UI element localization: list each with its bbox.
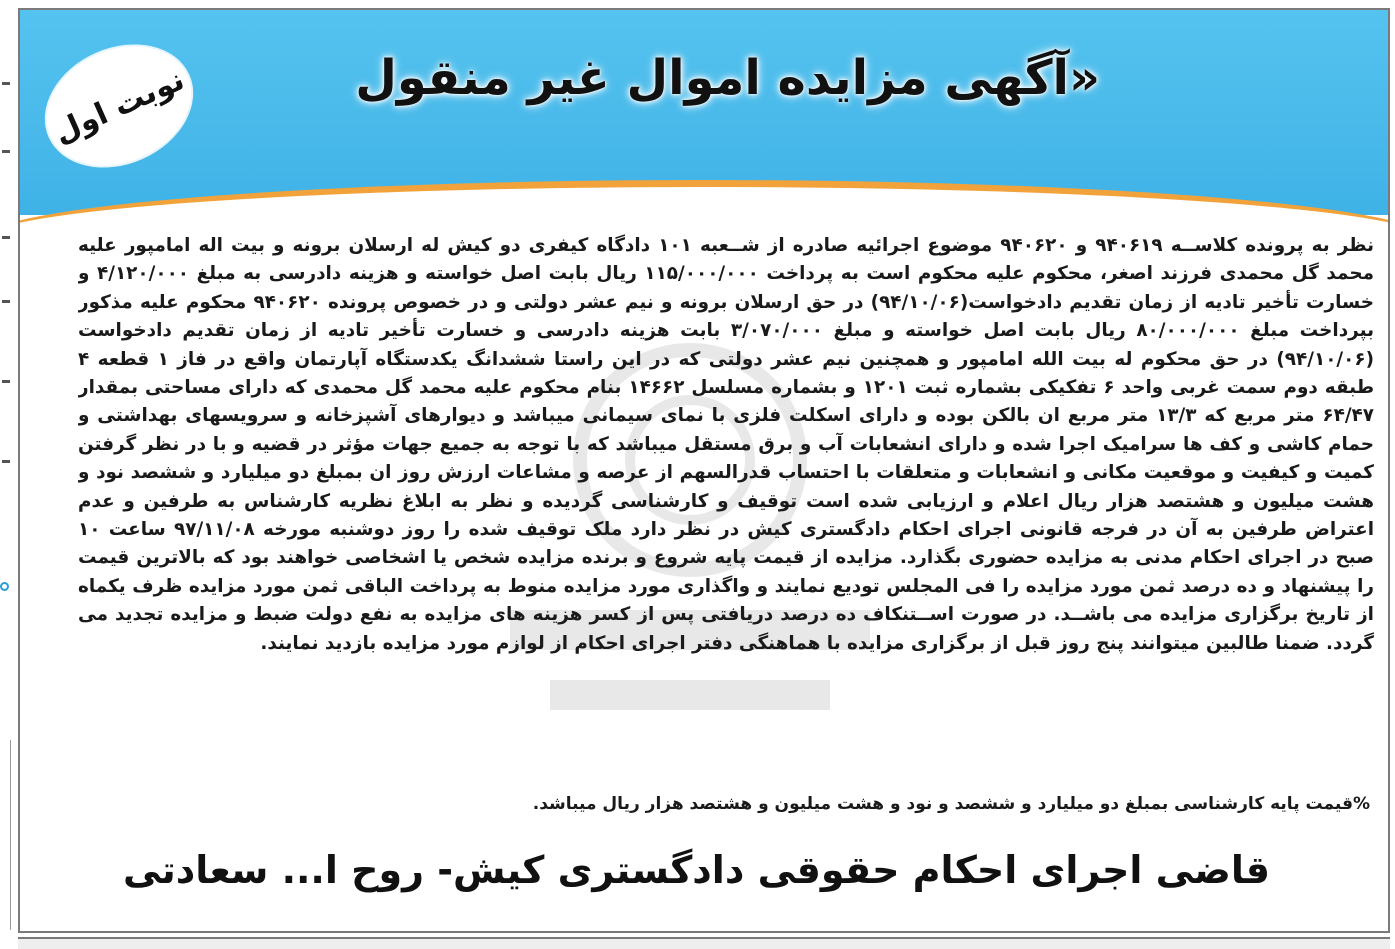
edge-divider <box>10 740 11 930</box>
edge-mark <box>2 150 10 153</box>
notice-body: نظر به پرونده کلاســه ۹۴۰۶۱۹ و ۹۴۰۶۲۰ موضوع اجرائیه صادره از شــعبه ۱۰۱ دادگاه کیفری دو کیش له ارسلان برونه و بیت اله امامپور علیه محمد گل محمدی فرزند اصغر، محکوم علیه محکوم است به پرداخت ۱۱۵/۰۰۰/۰۰۰ ریال بابت اصل خواسته و هزینه دادرسی به مبلغ ۴/۱۲۰/۰۰۰ و خسارت تأخیر تادیه از زمان تقدیم دادخواست(۹۴/۱۰/۰۶) در حق ارسلان برونه و نیم عشر دولتی و در خصوص پرونده ۹۴۰۶۲۰ محکوم علیه مذکور بپرداخت مبلغ ۸۰/۰۰۰/۰۰۰ ریال بابت اصل خواسته و مبلغ ۳/۰۷۰/۰۰۰ بابت هزینه دادرسی و خسارت تأخیر تادیه از زمان تقدیم دادخواست (۹۴/۱۰/۰۶) در حق محکوم له بیت الله امامپور و همچنین نیم عشر دولتی که در این راستا ششدانگ یکدستگاه آپارتمان واقع در فاز ۱ قطعه ۴ طبقه دوم سمت غربی واحد ۶ تفکیکی بشماره ثبت ۱۲۰۱ و بشماره مسلسل ۱۴۶۶۲ بنام محکوم علیه محمد گل محمدی که دارای مساحتی بمقدار ۶۴/۴۷ متر مربع که ۱۳/۳ متر مربع ان بالکن بوده و دارای اسکلت فلزی با نمای سیمانی میباشد و دیوارهای آشپزخانه و سرویسهای بهداشتی و حمام کاشی و کف ها سرامیک اجرا شده و دارای انشعابات آب و برق مستقل میباشد که با توجه به جمیع جهات مؤثر در قضیه و با در نظر گرفتن کمیت و کیفیت و موقعیت مکانی و انشعابات و متعلقات با احتساب قدرالسهم از عرصه و مشاعات ارزش روز ان بمبلغ دو میلیارد و ششصد نود و هشت میلیون و هشتصد هزار ریال اعلام و ارزیابی شده است توقیف و کارشناسی گردیده و نظر به ابلاغ نظریه کارشناس به طرفین و عدم اعتراض طرفین به آن در فرجه قانونی اجرای احکام دادگستری کیش در نظر دارد ملک توقیف شده را روز دوشنبه مورخه ۹۷/۱۱/۰۸ ساعت ۱۰ صبح در اجرای احکام مدنی به مزایده حضوری بگذارد. مزایده از قیمت پایه شروع و برنده مزایده شخص یا اشخاصی خواهند بود که بالاترین قیمت را پیشنهاد و ده درصد ثمن مورد مزایده را فی المجلس تودیع نمایند و واگذاری مورد مزایده منوط به پرداخت الباقی ثمن مورد مزایده ظرف یکماه از تاریخ برگزاری مزایده می باشــد. در صورت اســتنکاف ده درصد دریافتی پس از کسر هزینه های مزایده به نفع دولت ضبط و مزایده تجدید می گردد. ضمنا طالبین میتوانند پنج روز قبل از برگزاری مزایده با هماهنگی دفتر اجرای احکام از لوازم مورد مزایده بازدید نمایند. <box>78 235 1374 654</box>
edge-mark <box>2 236 10 239</box>
edge-mark <box>2 380 10 383</box>
notice-title: «آگهی مزایده اموال غیر منقول <box>355 50 1100 106</box>
base-price-note: %قیمت پایه کارشناسی بمبلغ دو میلیارد و ششصد و نود و هشت میلیون و هشتصد هزار ریال میباشد. <box>532 794 1370 814</box>
left-page-edge <box>0 0 14 947</box>
edge-circle-icon <box>0 582 9 591</box>
badge-label: نوبت اول <box>48 61 190 151</box>
judge-signature: قاضی اجرای احکام حقوقی دادگستری کیش- روح ا... سعادتی <box>123 848 1270 892</box>
next-notice-edge <box>18 937 1390 949</box>
notice-frame <box>18 8 1390 933</box>
edge-mark <box>2 460 10 463</box>
edge-mark <box>2 300 10 303</box>
edge-mark <box>2 82 10 85</box>
